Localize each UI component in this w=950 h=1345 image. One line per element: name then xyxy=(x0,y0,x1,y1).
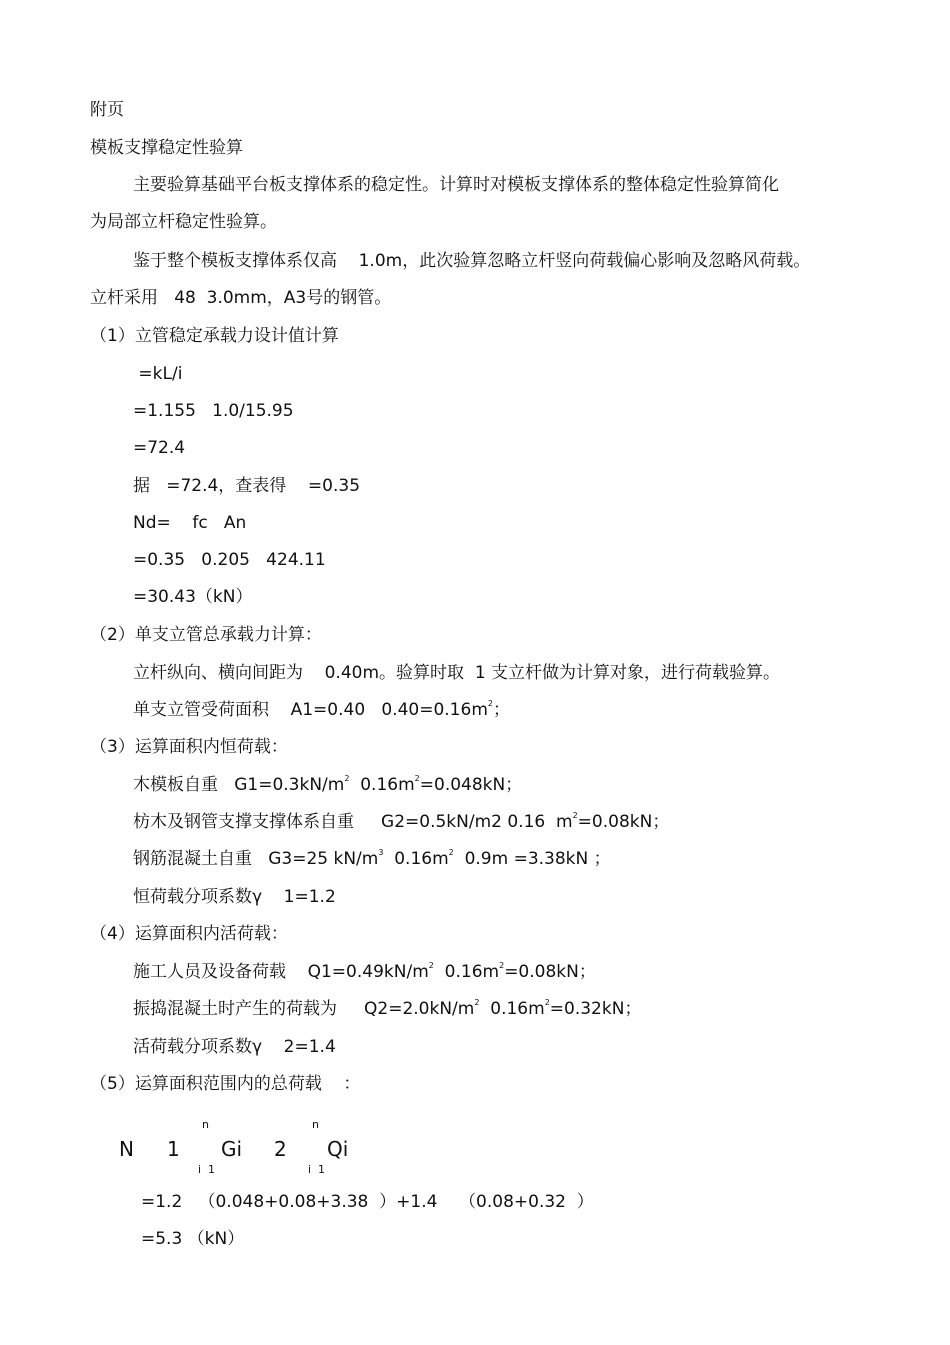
formula-symbol: Qi xyxy=(327,1137,349,1161)
s3-gamma-line: 恒荷载分项系数γ 1=1.2 xyxy=(133,887,336,907)
sum-upper-limit: n xyxy=(312,1118,319,1131)
formula-symbol: Gi xyxy=(221,1137,243,1161)
formula-symbol: N xyxy=(119,1137,134,1161)
s1-formula-line: =kL/i xyxy=(133,364,183,384)
section-2-title: （2）单支立管总承载力计算： xyxy=(90,625,322,645)
s4-q2-line: 振捣混凝土时产生的荷载为 $Q2=2.0kN/m^2$ $0.16m^2=0.32kN$； xyxy=(133,998,642,1019)
s1-formula-line: 据 =72.4，查表得 =0.35 xyxy=(133,476,361,496)
s2-spacing-line: 立杆纵向、横向间距为 0.40m。验算时取 1 支立杆做为计算对象，进行荷载验算。 xyxy=(133,663,781,683)
s1-formula-line: =1.155 1.0/15.95 xyxy=(133,401,294,421)
s1-formula-line: =0.35 0.205 424.11 xyxy=(133,550,326,570)
intro-paragraph-line-1: 主要验算基础平台板支撑体系的稳定性。计算时对模板支撑体系的整体稳定性验算简化 xyxy=(133,175,779,195)
s3-g2-line: 枋木及钢管支撑支撑体系自重 G2=0.5kN/m2 0.16 $m^2=0.08kN$； xyxy=(133,811,670,832)
formula-symbol: 2 xyxy=(274,1137,287,1161)
s2-area-line: 单支立管受荷面积 A1=0.40 $0.40=0.16m^2$； xyxy=(133,699,510,720)
intro-paragraph-line-2: 为局部立杆稳定性验算。 xyxy=(90,212,277,232)
section-5-title: （5）运算面积范围内的总荷载 ： xyxy=(90,1074,361,1094)
s4-gamma-line: 活荷载分项系数γ 2=1.4 xyxy=(133,1037,336,1057)
s3-g1-line: 木模板自重 $G1=0.3kN/m^2$ $0.16m^2=0.048kN$； xyxy=(133,774,523,795)
s1-formula-line: =30.43（kN） xyxy=(133,587,253,607)
note-paragraph-line-1: 鉴于整个模板支撑体系仅高 1.0m，此次验算忽略立杆竖向荷载偏心影响及忽略风荷载。 xyxy=(133,251,811,271)
section-4-title: （4）运算面积内活荷载： xyxy=(90,924,288,944)
s5-calc-line: =1.2 （0.048+0.08+3.38 ）+1.4 （0.08+0.32 ） xyxy=(141,1192,594,1212)
s1-formula-line: Nd= fc An xyxy=(133,513,247,533)
formula-symbol: 1 xyxy=(167,1137,180,1161)
section-1-title: （1）立管稳定承载力设计值计算 xyxy=(90,326,339,346)
note-paragraph-line-2: 立杆采用 48 3.0mm，A3号的钢管。 xyxy=(90,288,392,308)
document-heading: 模板支撑稳定性验算 xyxy=(90,138,243,158)
sum-lower-limit: i 1 xyxy=(198,1163,216,1176)
s3-g3-line: 钢筋混凝土自重 G3=25 $kN/m^3$ $0.16m^2$ 0.9m =3.38kN ； xyxy=(133,848,611,869)
sum-lower-limit: i 1 xyxy=(308,1163,326,1176)
s4-q1-line: 施工人员及设备荷载 $Q1=0.49kN/m^2$ $0.16m^2=0.08kN$； xyxy=(133,961,596,982)
s1-formula-line: =72.4 xyxy=(133,438,186,458)
sum-upper-limit: n xyxy=(202,1118,209,1131)
section-3-title: （3）运算面积内恒荷载： xyxy=(90,737,288,757)
appendix-label: 附页 xyxy=(90,100,124,120)
s5-result-line: =5.3 （kN） xyxy=(141,1229,245,1249)
